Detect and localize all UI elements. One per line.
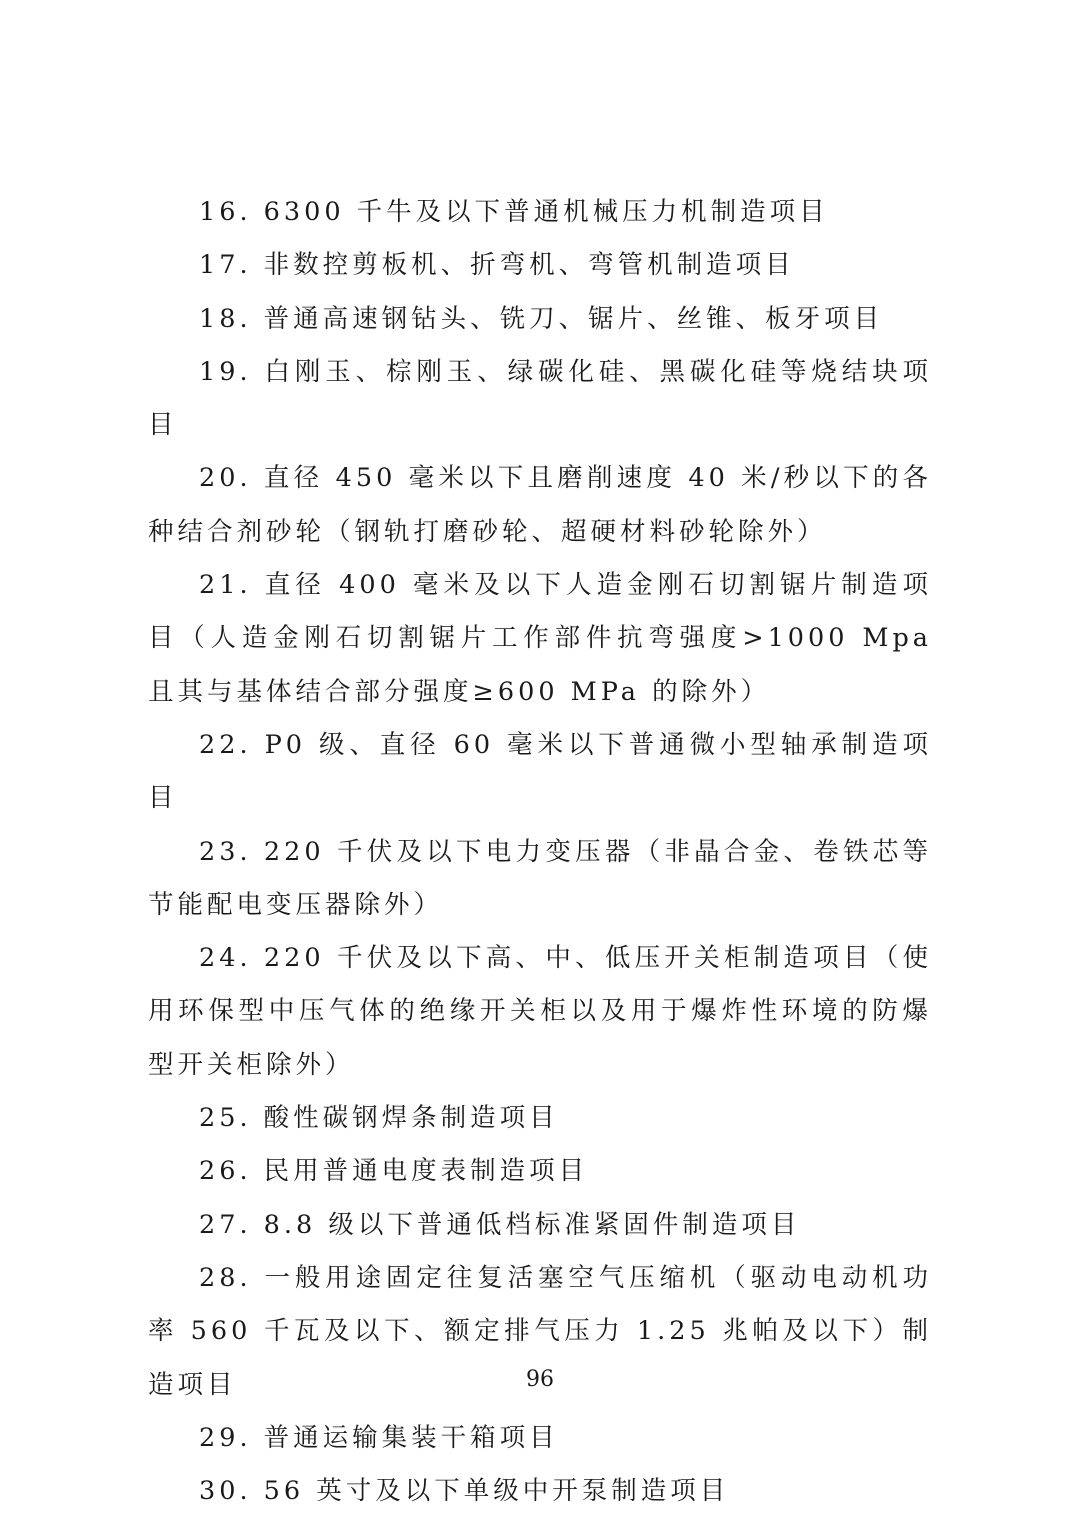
list-item: 23. 220 千伏及以下电力变压器（非晶合金、卷铁芯等节能配电变压器除外） bbox=[148, 836, 932, 920]
list-item: 27. 8.8 级以下普通低档标准紧固件制造项目 bbox=[199, 1209, 801, 1240]
list-item: 20. 直径 450 毫米以下且磨削速度 40 米/秒以下的各种结合剂砂轮（钢轨打磨砂轮、超硬材料砂轮除外） bbox=[148, 463, 932, 547]
list-item: 21. 直径 400 毫米及以下人造金刚石切割锯片制造项目（人造金刚石切割锯片工作部件抗弯强度>1000 Mpa 且其与基体结合部分强度≥600 MPa 的除外） bbox=[148, 570, 932, 707]
list-item: 19. 白刚玉、棕刚玉、绿碳化硅、黑碳化硅等烧结块项目 bbox=[148, 356, 932, 441]
item-list bbox=[148, 186, 932, 1518]
list-item: 22. P0 级、直径 60 毫米以下普通微小型轴承制造项目 bbox=[148, 729, 932, 814]
list-item: 17. 非数控剪板机、折弯机、弯管机制造项目 bbox=[199, 250, 795, 281]
list-item: 29. 普通运输集装干箱项目 bbox=[199, 1422, 559, 1453]
list-item: 30. 56 英寸及以下单级中开泵制造项目 bbox=[199, 1476, 730, 1507]
list-item: 18. 普通高速钢钻头、铣刀、锯片、丝锥、板牙项目 bbox=[199, 303, 884, 334]
list-item: 25. 酸性碳钢焊条制造项目 bbox=[199, 1103, 559, 1134]
list-item: 16. 6300 千牛及以下普通机械压力机制造项目 bbox=[199, 197, 829, 227]
list-item: 24. 220 千伏及以下高、中、低压开关柜制造项目（使用环保型中压气体的绝缘开关柜以及用于爆炸性环境的防爆型开关柜除外） bbox=[148, 943, 932, 1080]
list-item: 28. 一般用途固定往复活塞空气压缩机（驱动电动机功率 560 千瓦及以下、额定排气压力 1.25 兆帕及以下）制造项目 bbox=[148, 1262, 932, 1400]
list-item: 26. 民用普通电度表制造项目 bbox=[199, 1156, 589, 1187]
page-number: 96 bbox=[526, 1367, 554, 1392]
